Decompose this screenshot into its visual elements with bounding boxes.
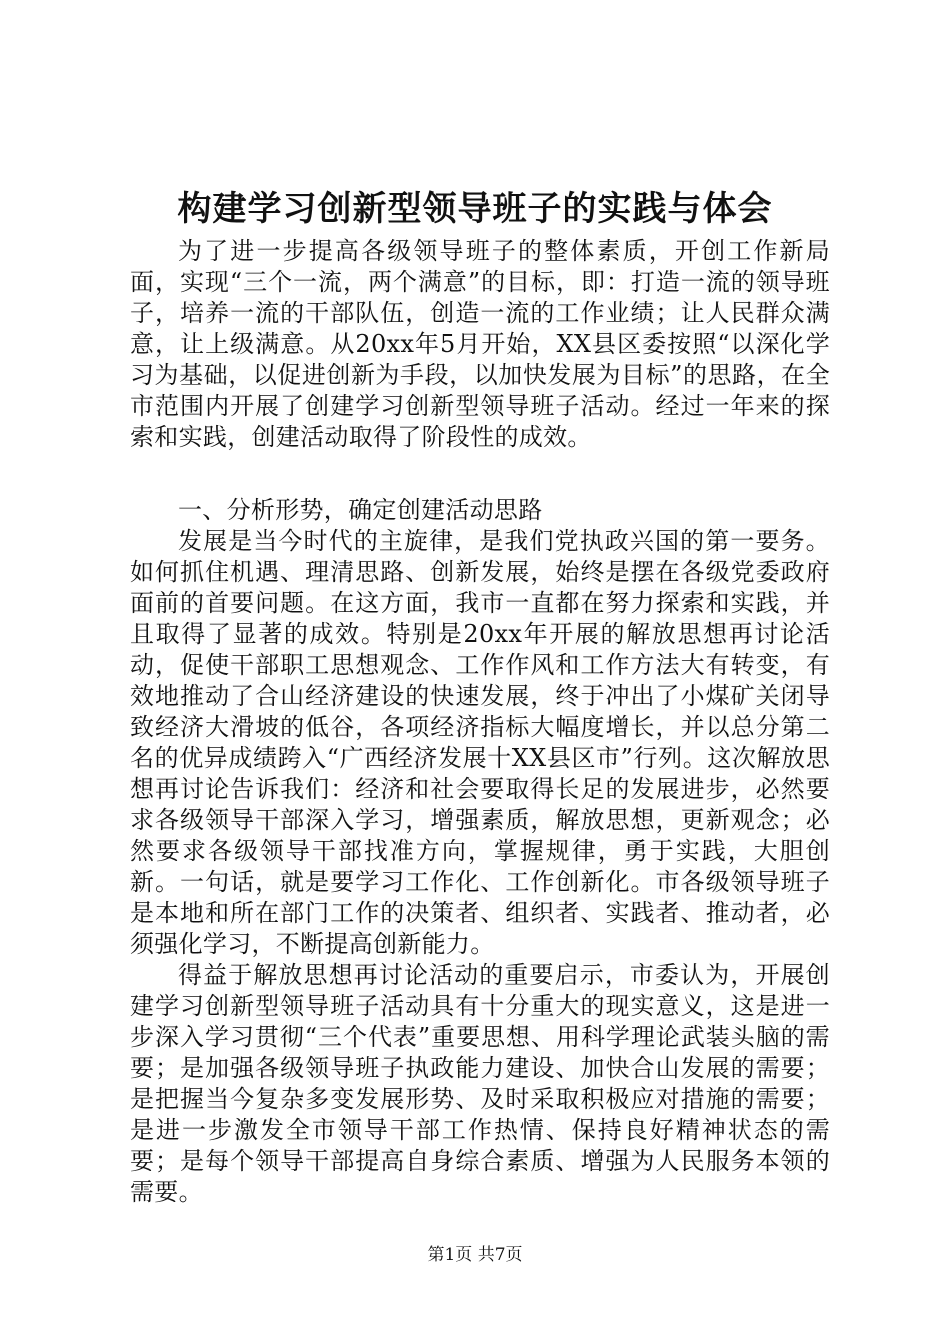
intro-paragraph: 为了进一步提高各级领导班子的整体素质，开创工作新局面，实现“三个一流，两个满意”的目标，即：打造一流的领导班子，培养一流的干部队伍，创造一流的工作业绩；让人民群众满意，让上级满意。从20xx年5月开始，XX县区委按照“以深化学习为基础，以促进创新为手段，以加快发展为目标”的思路，在全市范围内开展了创建学习创新型领导班子活动。经过一年来的探索和实践，创建活动取得了阶段性的成效。 <box>130 237 830 451</box>
section-heading: 一、分析形势，确定创建活动思路 <box>178 496 543 524</box>
document-body <box>130 236 830 1208</box>
page-number: 第1页 共7页 <box>427 1245 523 1265</box>
body-paragraph: 发展是当今时代的主旋律，是我们党执政兴国的第一要务。如何抓住机遇、理清思路、创新发展，始终是摆在各级党委政府面前的首要问题。在这方面，我市一直都在努力探索和实践，并且取得了显著的成效。特别是20xx年开展的解放思想再讨论活动，促使干部职工思想观念、工作作风和工作方法大有转变，有效地推动了合山经济建设的快速发展，终于冲出了小煤矿关闭导致经济大滑坡的低谷，各项经济指标大幅度增长，并以总分第二名的优异成绩跨入“广西经济发展十XX县区市”行列。这次解放思想再讨论告诉我们：经济和社会要取得长足的发展进步，必然要求各级领导干部深入学习，增强素质，解放思想，更新观念；必然要求各级领导干部找准方向，掌握规律，勇于实践，大胆创新。一句话，就是要学习工作化、工作创新化。市各级领导班子是本地和所在部门工作的决策者、组织者、实践者、推动者，必须强化学习，不断提高创新能力。 <box>130 527 830 958</box>
body-paragraph: 得益于解放思想再讨论活动的重要启示，市委认为，开展创建学习创新型领导班子活动具有十分重大的现实意义，这是进一步深入学习贯彻“三个代表”重要思想、用科学理论武装头脑的需要；是加强各级领导班子执政能力建设、加快合山发展的需要；是把握当今复杂多变发展形势、及时采取积极应对措施的需要；是进一步激发全市领导干部工作热情、保持良好精神状态的需要；是每个领导干部提高自身综合素质、增强为人民服务本领的需要。 <box>130 961 830 1206</box>
document-title: 构建学习创新型领导班子的实践与体会 <box>177 189 773 229</box>
